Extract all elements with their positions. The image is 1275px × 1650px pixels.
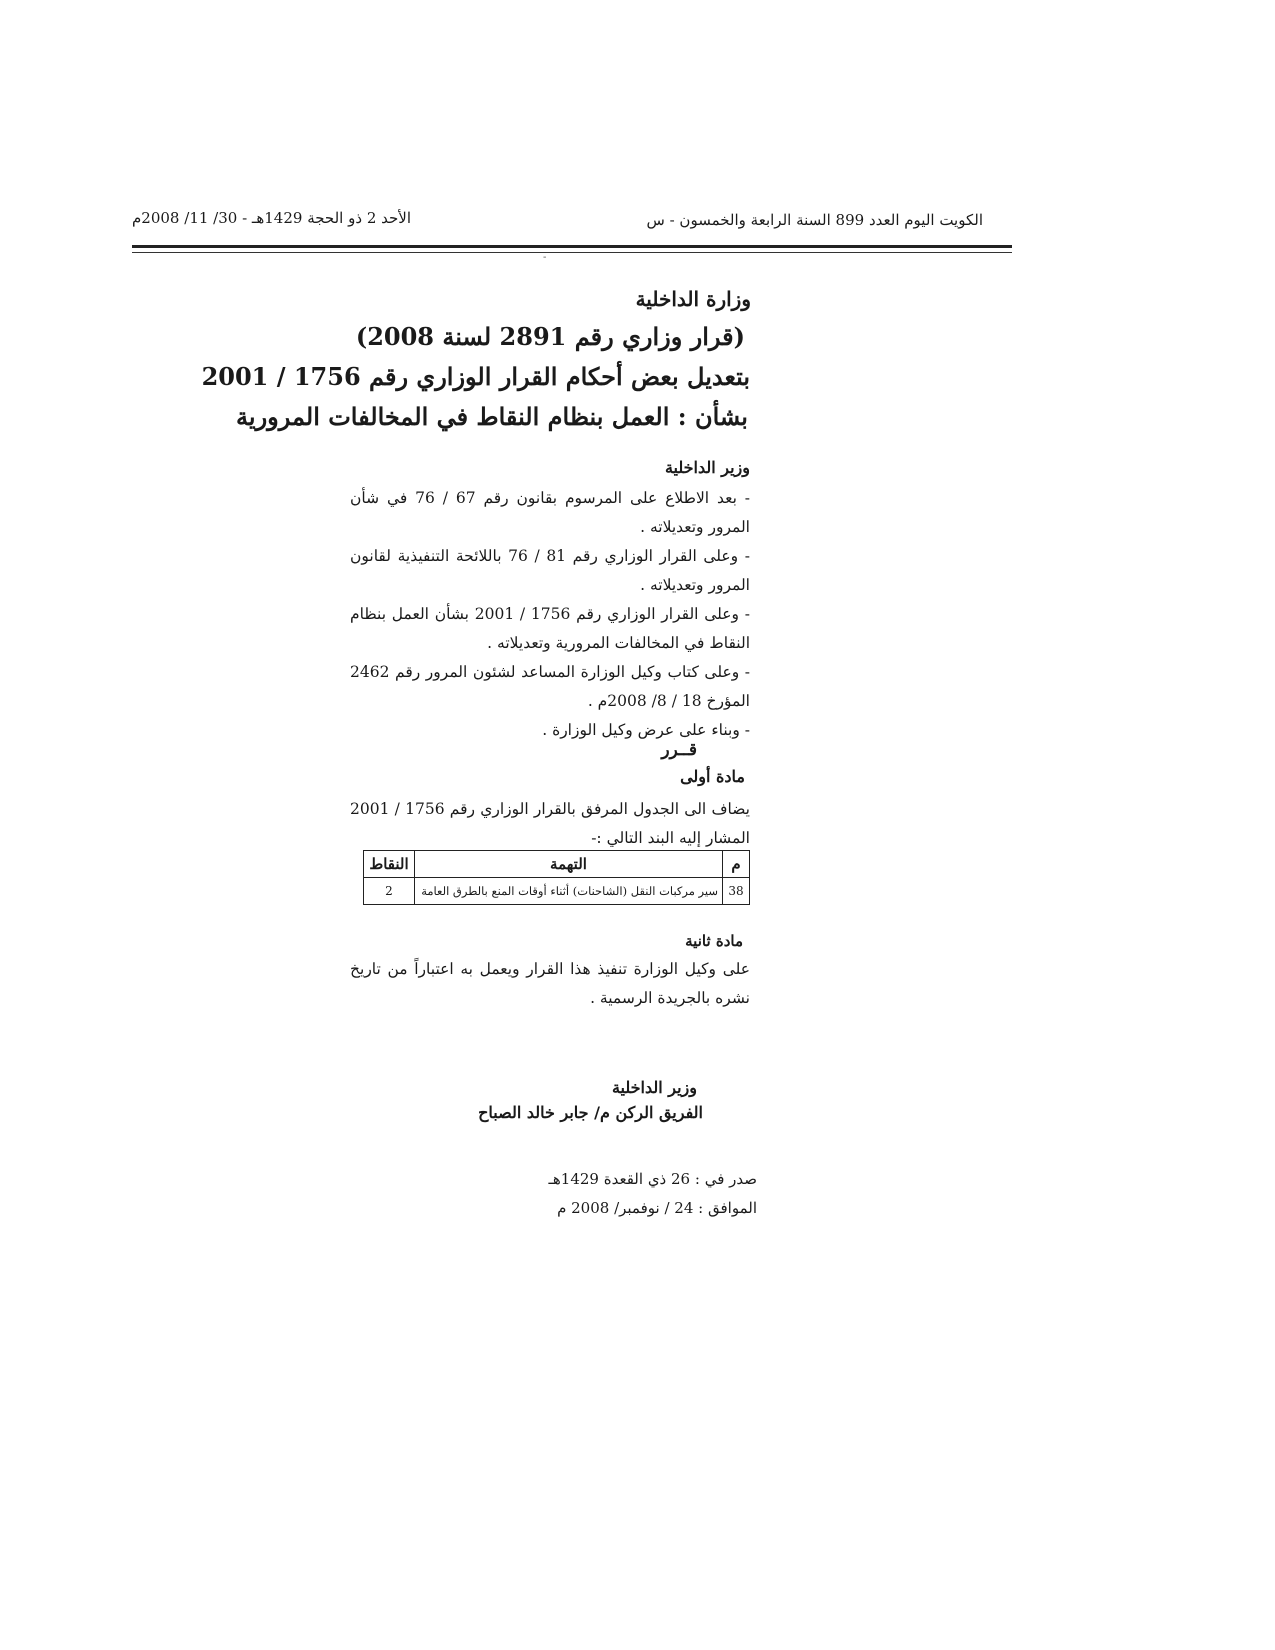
row-charge: سير مركبات النقل (الشاحنات) أثناء أوقات المنع بالطرق العامة bbox=[415, 878, 723, 905]
row-points: 2 bbox=[364, 878, 415, 905]
article-1-title: مادة أولى bbox=[680, 767, 745, 786]
issued-hijri-date: صدر في : 26 ذي القعدة 1429هـ bbox=[548, 1170, 757, 1188]
header-rule-thick bbox=[132, 245, 1012, 248]
table-row bbox=[364, 878, 750, 905]
preamble-paragraph: - وعلى القرار الوزاري رقم 81 / 76 باللائحة التنفيذية لقانون المرور وتعديلاته . bbox=[350, 547, 750, 594]
preamble-paragraph: - وعلى كتاب وكيل الوزارة المساعد لشئون المرور رقم 2462 المؤرخ 18 / 8/ 2008م . bbox=[350, 663, 750, 710]
header-number: م bbox=[723, 851, 750, 878]
decree-amendment: بتعديل بعض أحكام القرار الوزاري رقم 1756 / 2001 bbox=[201, 362, 750, 391]
row-number: 38 bbox=[723, 878, 750, 905]
article-2-text: على وكيل الوزارة تنفيذ هذا القرار ويعمل به اعتباراً من تاريخ نشره بالجريدة الرسمية . bbox=[350, 960, 750, 1007]
violations-table bbox=[363, 850, 750, 905]
minister-heading: وزير الداخلية bbox=[664, 458, 750, 477]
preamble bbox=[350, 484, 750, 745]
decree-subject: بشأن : العمل بنظام النقاط في المخالفات المرورية bbox=[236, 402, 748, 431]
issued-gregorian-date: الموافق : 24 / نوفمبر/ 2008 م bbox=[557, 1199, 757, 1217]
header-points: النقاط bbox=[364, 851, 415, 878]
ministry-name: وزارة الداخلية bbox=[635, 287, 751, 311]
signatory-name: الفريق الركن م/ جابر خالد الصباح bbox=[478, 1103, 703, 1122]
header-rule-thin bbox=[132, 252, 1012, 253]
publication-line: الكويت اليوم العدد 899 السنة الرابعة والخمسون - س bbox=[646, 211, 983, 229]
article-1-text: يضاف الى الجدول المرفق بالقرار الوزاري رقم 1756 / 2001 المشار إليه البند التالي :- bbox=[350, 800, 750, 847]
preamble-paragraph: - وعلى القرار الوزاري رقم 1756 / 2001 بشأن العمل بنظام النقاط في المخالفات المرورية وتعديلاته . bbox=[350, 605, 751, 652]
preamble-paragraph: - وبناء على عرض وكيل الوزارة . bbox=[542, 721, 750, 739]
signatory-title: وزير الداخلية bbox=[611, 1078, 697, 1097]
decree-number: (قرار وزاري رقم 2891 لسنة 2008) bbox=[355, 322, 745, 351]
article-2-title: مادة ثانية bbox=[685, 932, 743, 950]
header-charge: التهمة bbox=[415, 851, 723, 878]
issue-dates bbox=[548, 1165, 757, 1223]
table-header-row bbox=[364, 851, 750, 878]
decided-heading: قــرر bbox=[661, 740, 697, 760]
separator-mark: - bbox=[543, 252, 547, 263]
preamble-paragraph: - بعد الاطلاع على المرسوم بقانون رقم 67 / 76 في شأن المرور وتعديلاته . bbox=[350, 489, 750, 536]
issue-date-line: الأحد 2 ذو الحجة 1429هـ - 30/ 11/ 2008م bbox=[132, 209, 411, 227]
